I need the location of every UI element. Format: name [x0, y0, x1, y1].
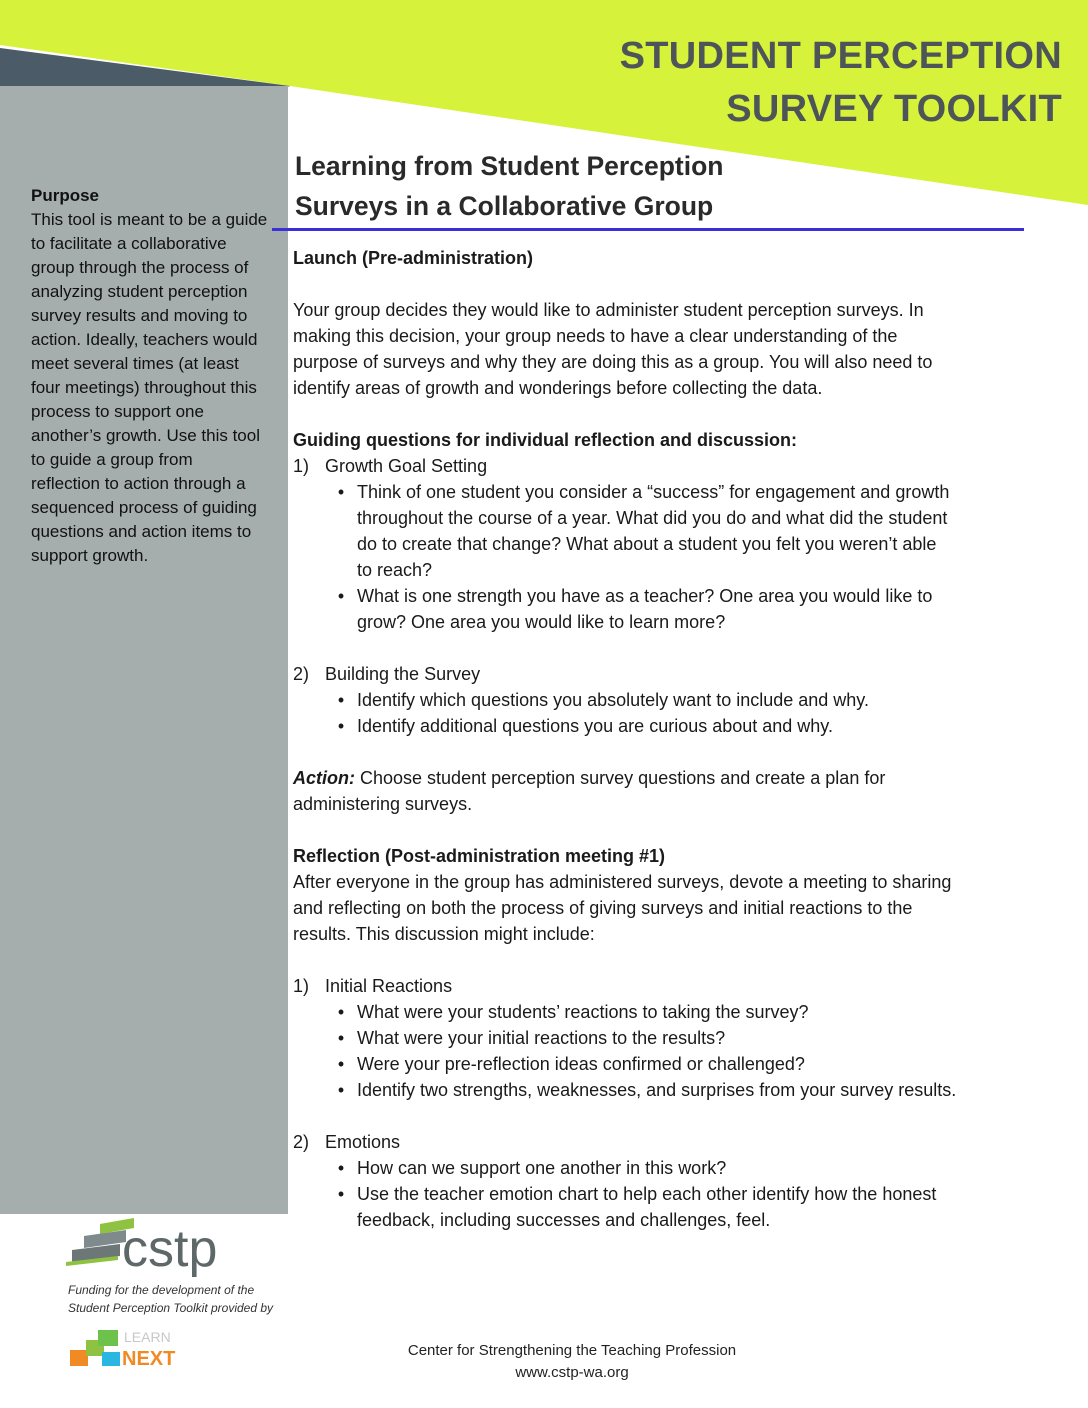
title-rule [272, 228, 1024, 231]
purpose-line: This tool is meant to be a guide [31, 210, 268, 229]
footer-org: Center for Strengthening the Teaching Profession [407, 1342, 737, 1359]
bullet-icon: • [337, 586, 345, 606]
purpose-line: reflection to action through a [31, 474, 246, 493]
purpose-line: meet several times (at least [31, 354, 239, 373]
bullet-item [293, 1181, 1023, 1233]
purpose-panel [31, 184, 283, 568]
purpose-line: survey results and moving to [31, 306, 248, 325]
numbered-item [293, 453, 1023, 479]
bullet-line: What were your students’ reactions to taking the survey? [357, 1002, 809, 1022]
bullet-line: Identify additional questions you are curious about and why. [357, 716, 833, 736]
bullet-item [293, 687, 1023, 713]
bullet-icon: • [337, 482, 345, 502]
item-label: Emotions [325, 1132, 401, 1152]
bullet-icon: • [337, 1184, 345, 1204]
item-number: 1) [293, 456, 310, 476]
launch-intro-line: making this decision, your group needs to have a clear understanding of the [293, 326, 898, 346]
funding-line2: Student Perception Toolkit provided by [68, 1301, 274, 1315]
purpose-line: action. Ideally, teachers would [31, 330, 258, 349]
next-logo-text: NEXT [122, 1348, 176, 1370]
toolkit-title-line2: SURVEY TOOLKIT [726, 88, 1062, 130]
reflection-intro-line: results. This discussion might include: [293, 924, 595, 944]
bullet-icon: • [337, 1054, 345, 1074]
numbered-item [293, 1129, 1023, 1155]
purpose-line: process to support one [31, 402, 204, 421]
numbered-item [293, 973, 1023, 999]
item-number: 2) [293, 1132, 310, 1152]
bullet-line: How can we support one another in this work? [357, 1158, 727, 1178]
item-number: 2) [293, 664, 310, 684]
item-number: 1) [293, 976, 310, 996]
document-title-line2: Surveys in a Collaborative Group [295, 191, 714, 221]
bullet-item [293, 479, 1023, 583]
toolkit-title [620, 30, 1062, 136]
bullet-item [293, 1155, 1023, 1181]
bullet-item [293, 1077, 1023, 1103]
bullet-line: Think of one student you consider a “success” for engagement and growth [357, 482, 950, 502]
bullet-line: Identify two strengths, weaknesses, and surprises from your survey results. [357, 1080, 957, 1100]
bullet-icon: • [337, 1080, 345, 1100]
action-paragraph [293, 765, 1023, 791]
bullet-icon: • [337, 1028, 345, 1048]
bullet-icon: • [337, 1158, 345, 1178]
document-title-line1: Learning from Student Perception [295, 151, 724, 181]
launch-intro-line: Your group decides they would like to administer student perception surveys. In [293, 300, 924, 320]
bullet-line: to reach? [357, 560, 433, 580]
funding-note [68, 1281, 308, 1317]
action-text: Choose student perception survey questions and create a plan for [355, 768, 886, 788]
bullet-icon: • [337, 690, 345, 710]
bullet-line: feedback, including successes and challenges, feel. [357, 1210, 771, 1230]
bullet-icon: • [337, 1002, 345, 1022]
footer [360, 1340, 784, 1384]
bullet-line: Use the teacher emotion chart to help each other identify how the honest [357, 1184, 937, 1204]
item-label: Building the Survey [325, 664, 481, 684]
bullet-item [293, 583, 1023, 635]
purpose-line: group through the process of [31, 258, 249, 277]
purpose-line: analyzing student perception [31, 282, 248, 301]
reflection-intro-line: After everyone in the group has administered surveys, devote a meeting to sharing [293, 872, 952, 892]
bullet-item [293, 1025, 1023, 1051]
bullet-line: Identify which questions you absolutely want to include and why. [357, 690, 869, 710]
reflection-intro-line: and reflecting on both the process of giving surveys and initial reactions to the [293, 898, 913, 918]
launch-intro-line: identify areas of growth and wonderings before collecting the data. [293, 378, 823, 398]
bullet-line: Were your pre-reflection ideas confirmed or challenged? [357, 1054, 805, 1074]
purpose-line: to guide a group from [31, 450, 193, 469]
cstp-logo-text: cstp [122, 1220, 218, 1278]
guiding-heading: Guiding questions for individual reflection and discussion: [293, 430, 798, 450]
toolkit-title-line1: STUDENT PERCEPTION [619, 35, 1062, 77]
numbered-item [293, 661, 1023, 687]
reflection-heading: Reflection (Post-administration meeting #1) [293, 846, 666, 866]
launch-heading: Launch (Pre-administration) [293, 248, 534, 268]
learn-next-logo [68, 1328, 208, 1372]
item-label: Growth Goal Setting [325, 456, 488, 476]
item-label: Initial Reactions [325, 976, 453, 996]
funding-line1: Funding for the development of the [68, 1283, 255, 1297]
bullet-line: throughout the course of a year. What did you do and what did the student [357, 508, 948, 528]
bullet-line: grow? One area you would like to learn more? [357, 612, 726, 632]
footer-url[interactable]: www.cstp-wa.org [515, 1364, 629, 1381]
purpose-line: four meetings) throughout this [31, 378, 257, 397]
purpose-line: sequenced process of guiding [31, 498, 257, 517]
bullet-item [293, 999, 1023, 1025]
bullet-icon: • [337, 716, 345, 736]
bullet-item [293, 713, 1023, 739]
purpose-heading: Purpose [31, 186, 100, 205]
purpose-line: questions and action items to [31, 522, 252, 541]
cstp-logo [62, 1214, 242, 1284]
purpose-line: another’s growth. Use this tool [31, 426, 260, 445]
purpose-line: to facilitate a collaborative [31, 234, 227, 253]
action-text-line2: administering surveys. [293, 794, 473, 814]
launch-intro-line: purpose of surveys and why they are doing this as a group. You will also need to [293, 352, 933, 372]
action-label: Action: [293, 768, 355, 788]
bullet-line: do to create that change? What about a student you felt you weren’t able [357, 534, 937, 554]
document-title [295, 146, 815, 226]
purpose-line: support growth. [31, 546, 149, 565]
bullet-line: What is one strength you have as a teacher? One area you would like to [357, 586, 933, 606]
bullet-item [293, 1051, 1023, 1077]
main-content [293, 245, 1023, 1233]
learn-logo-text: LEARN [124, 1329, 171, 1345]
bullet-line: What were your initial reactions to the results? [357, 1028, 726, 1048]
